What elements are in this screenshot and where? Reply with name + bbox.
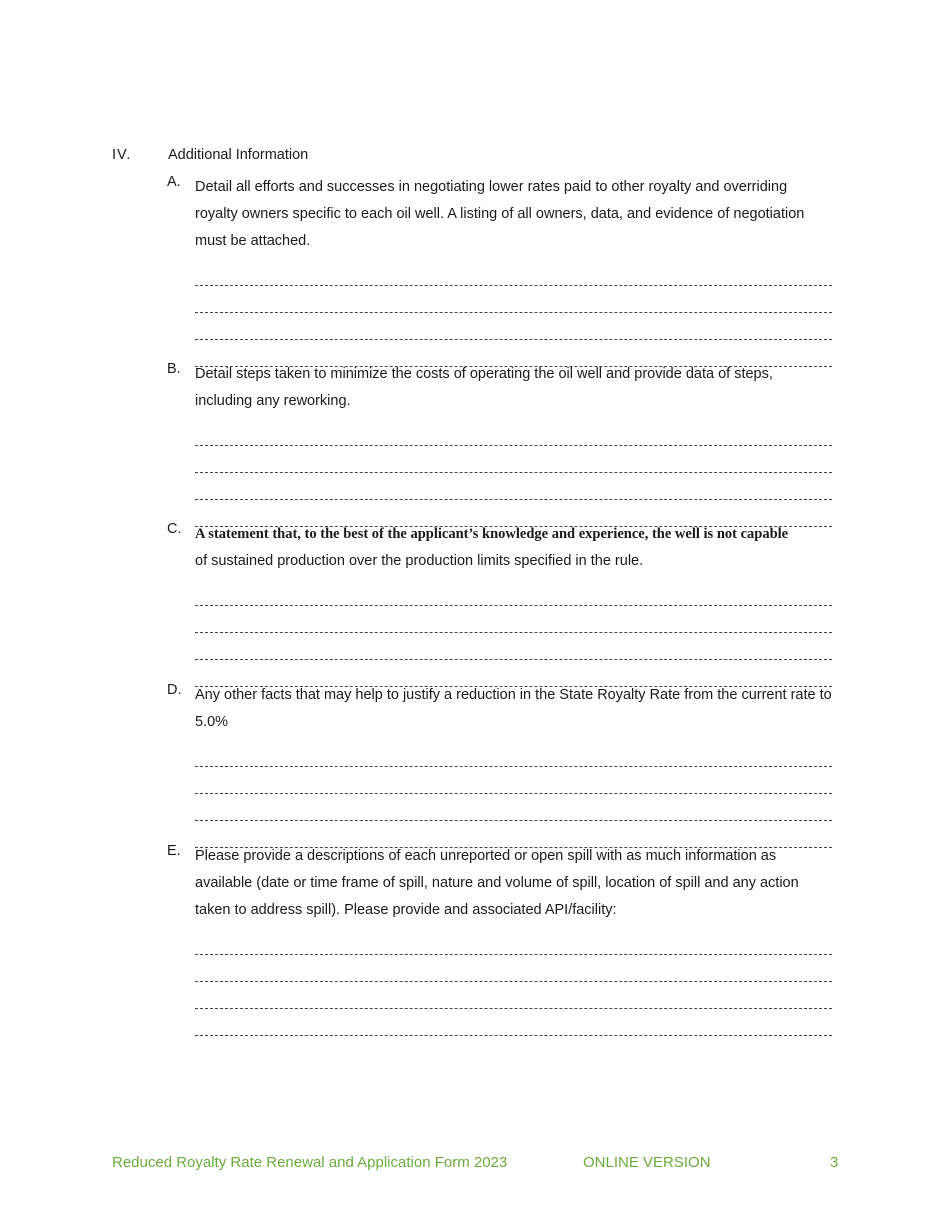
answer-line[interactable]: [195, 585, 832, 612]
item-text: Any other facts that may help to justify a reduction in the State Royalty Rate from the current rate to 5.0%: [195, 687, 832, 730]
answer-line[interactable]: [195, 292, 832, 319]
question-item-e: [167, 843, 832, 1042]
answer-lines[interactable]: [195, 425, 832, 533]
answer-line[interactable]: [195, 612, 832, 639]
item-letter: D.: [167, 682, 182, 698]
answer-line[interactable]: [195, 479, 832, 506]
item-letter: C.: [167, 521, 182, 537]
section-number: IV.: [112, 147, 132, 163]
answer-lines[interactable]: [195, 265, 832, 373]
answer-line[interactable]: [195, 988, 832, 1015]
answer-line[interactable]: [195, 934, 832, 961]
answer-lines[interactable]: [195, 746, 832, 854]
item-text-bold: A statement that, to the best of the applicant’s knowledge and experience, the well is not capable: [195, 526, 789, 542]
section-title: Additional Information: [168, 147, 309, 163]
section-heading: [112, 147, 308, 163]
answer-lines[interactable]: [195, 585, 832, 693]
question-item-d: [167, 682, 832, 854]
item-letter: A.: [167, 174, 181, 190]
answer-line[interactable]: [195, 265, 832, 292]
question-item-c: [167, 521, 832, 693]
footer-page-number: 3: [830, 1154, 839, 1171]
item-letter: E.: [167, 843, 181, 859]
question-item-b: [167, 361, 832, 533]
item-text: Please provide a descriptions of each unreported or open spill with as much information as available (date or time frame of spill, nature and volume of spill, location of spill and any action taken to address spill). Please provide and associated API/facility:: [195, 848, 799, 918]
question-item-a: [167, 174, 832, 373]
answer-lines[interactable]: [195, 934, 832, 1042]
item-letter: B.: [167, 361, 181, 377]
answer-line[interactable]: [195, 1015, 832, 1042]
footer-version: ONLINE VERSION: [583, 1154, 711, 1171]
item-text: Detail all efforts and successes in negotiating lower rates paid to other royalty and overriding royalty owners specific to each oil well. A listing of all owners, data, and evidence of negotiation must be attached.: [195, 179, 805, 249]
footer-form-title: Reduced Royalty Rate Renewal and Application Form 2023: [112, 1154, 508, 1171]
answer-line[interactable]: [195, 452, 832, 479]
answer-line[interactable]: [195, 639, 832, 666]
answer-line[interactable]: [195, 773, 832, 800]
answer-line[interactable]: [195, 746, 832, 773]
answer-line[interactable]: [195, 800, 832, 827]
answer-line[interactable]: [195, 961, 832, 988]
answer-line[interactable]: [195, 319, 832, 346]
item-text: Detail steps taken to minimize the costs of operating the oil well and provide data of steps, including any reworking.: [195, 366, 773, 409]
answer-line[interactable]: [195, 425, 832, 452]
item-text: [195, 521, 832, 575]
item-text-regular: of sustained production over the production limits specified in the rule.: [195, 553, 644, 569]
